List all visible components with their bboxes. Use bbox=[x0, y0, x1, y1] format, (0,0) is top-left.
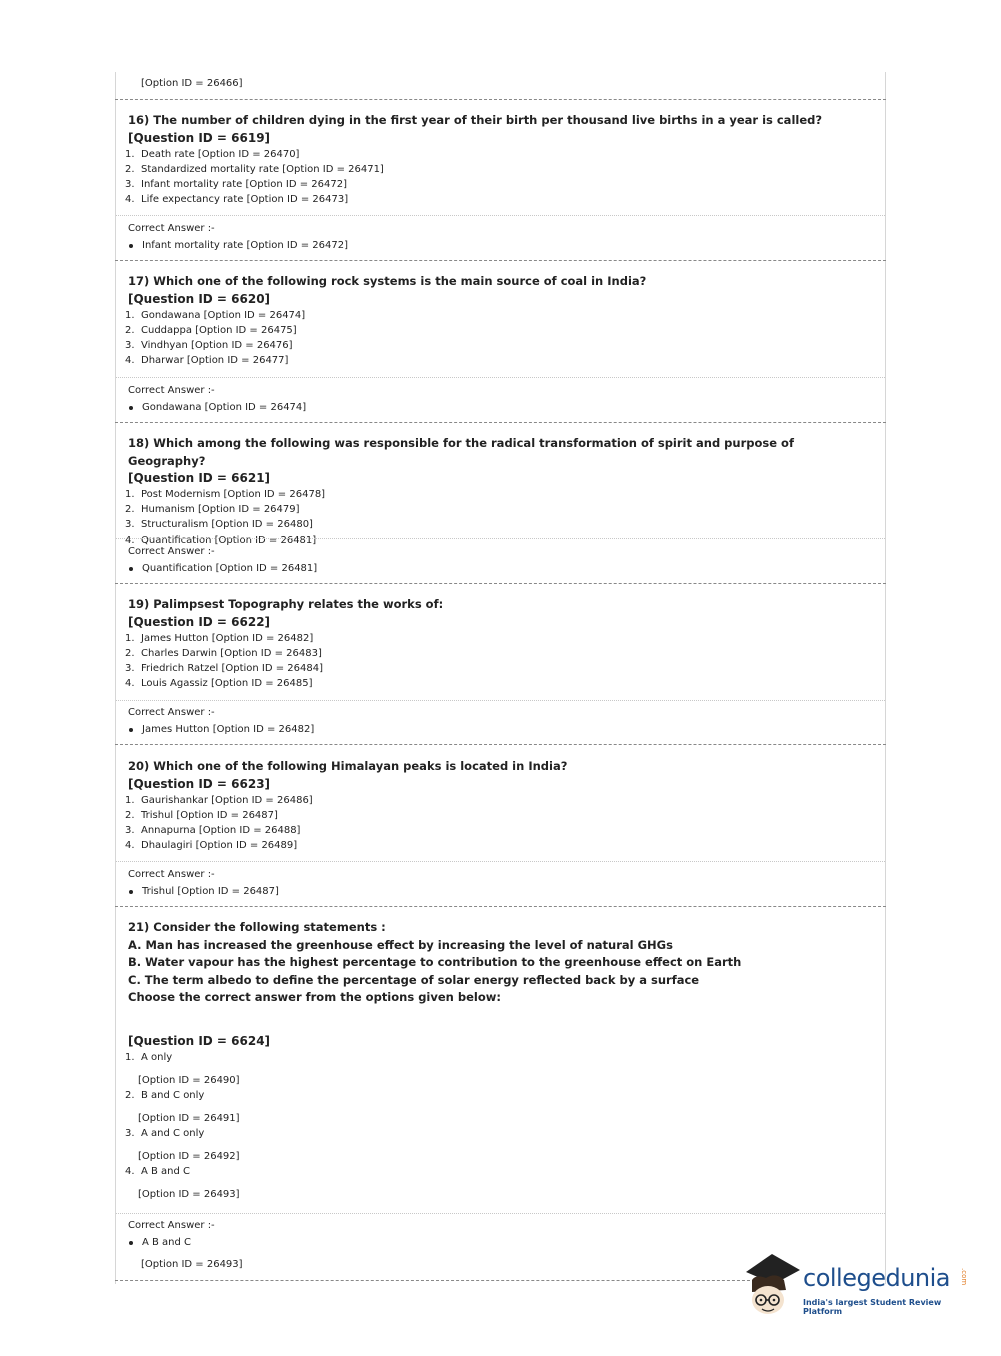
correct-answer: Quantification [Option ID = 26481] bbox=[128, 562, 868, 576]
option: 2. Charles Darwin [Option ID = 26483] bbox=[125, 647, 322, 659]
question-text: 21) Consider the following statements : bbox=[128, 920, 386, 934]
question-text: 19) Palimpsest Topography relates the works of: bbox=[128, 597, 444, 611]
correct-answer-19 bbox=[128, 706, 868, 737]
divider bbox=[115, 260, 886, 261]
option: 2. Standardized mortality rate [Option ID = 26471] bbox=[125, 163, 384, 175]
correct-answer: James Hutton [Option ID = 26482] bbox=[128, 723, 868, 737]
option: 1. Gaurishankar [Option ID = 26486] bbox=[125, 794, 313, 806]
divider bbox=[115, 744, 886, 745]
divider bbox=[115, 422, 886, 423]
options-list bbox=[125, 147, 868, 208]
option: 4. Quantification [Option ID = 26481] bbox=[125, 534, 317, 546]
option: 1. Post Modernism [Option ID = 26478] bbox=[125, 489, 326, 500]
question-text: 20) Which one of the following Himalayan peaks is located in India? bbox=[128, 759, 568, 773]
question-20 bbox=[125, 758, 868, 853]
option: 4. Dharwar [Option ID = 26477] bbox=[125, 355, 289, 367]
correct-answer-18 bbox=[128, 545, 868, 576]
question-18 bbox=[125, 435, 868, 548]
correct-answer-16 bbox=[128, 222, 868, 253]
option: 1. A only bbox=[125, 1052, 173, 1063]
collegedunia-logo bbox=[742, 1250, 972, 1320]
options-list bbox=[125, 631, 868, 692]
question-21-options bbox=[125, 1033, 868, 1202]
divider bbox=[115, 1280, 755, 1281]
option: 3. Structuralism [Option ID = 26480] bbox=[125, 519, 313, 531]
correct-answer-label: Correct Answer :- bbox=[128, 223, 215, 234]
correct-answer-20 bbox=[128, 868, 868, 899]
correct-answer-id: [Option ID = 26493] bbox=[141, 1259, 243, 1270]
correct-answer-label: Correct Answer :- bbox=[128, 707, 215, 718]
option: 3. A and C only bbox=[125, 1128, 205, 1139]
previous-option-id: [Option ID = 26466] bbox=[141, 78, 243, 89]
logo-com: .com bbox=[960, 1268, 968, 1286]
divider bbox=[116, 1213, 885, 1214]
question-text: 18) Which among the following was responsible for the radical transformation of spirit and purpose of Geography? bbox=[128, 436, 794, 468]
question-19 bbox=[125, 596, 868, 691]
divider bbox=[115, 583, 886, 584]
question-id: [Question ID = 6622] bbox=[128, 614, 271, 629]
options-list bbox=[125, 1050, 868, 1202]
mascot-icon bbox=[742, 1250, 804, 1320]
question-text: 16) The number of children dying in the first year of their birth per thousand live births in a year is called? bbox=[128, 113, 823, 127]
bullet-icon bbox=[129, 244, 133, 248]
correct-answer: Trishul [Option ID = 26487] bbox=[128, 885, 868, 899]
divider bbox=[115, 906, 886, 907]
bullet-icon bbox=[129, 890, 133, 894]
divider bbox=[115, 99, 886, 100]
option: 3. Friedrich Ratzel [Option ID = 26484] bbox=[125, 662, 324, 674]
question-id: [Question ID = 6623] bbox=[128, 776, 271, 791]
logo-wordmark: collegedunia bbox=[803, 1264, 951, 1292]
options-list bbox=[125, 793, 868, 854]
option: 2. Humanism [Option ID = 26479] bbox=[125, 504, 300, 516]
option-id: [Option ID = 26490] bbox=[138, 1074, 240, 1086]
bullet-icon bbox=[129, 567, 133, 571]
statement-a: A. Man has increased the greenhouse effect by increasing the level of natural GHGs bbox=[128, 937, 673, 952]
option: 3. Vindhyan [Option ID = 26476] bbox=[125, 339, 293, 351]
question-text: 17) Which one of the following rock systems is the main source of coal in India? bbox=[128, 274, 647, 288]
bullet-icon bbox=[129, 406, 133, 410]
divider bbox=[116, 538, 885, 539]
correct-answer-label: Correct Answer :- bbox=[128, 869, 215, 880]
question-id: [Question ID = 6619] bbox=[128, 130, 271, 145]
divider bbox=[116, 215, 885, 216]
divider bbox=[116, 377, 885, 378]
option: 4. Life expectancy rate [Option ID = 26473] bbox=[125, 194, 349, 206]
question-16 bbox=[125, 112, 868, 207]
option: 2. B and C only bbox=[125, 1090, 205, 1101]
option: 3. Infant mortality rate [Option ID = 26472] bbox=[125, 178, 348, 190]
option: 2. Trishul [Option ID = 26487] bbox=[125, 809, 278, 821]
options-list bbox=[125, 308, 868, 369]
option-id: [Option ID = 26492] bbox=[138, 1150, 240, 1162]
question-id: [Question ID = 6620] bbox=[128, 291, 271, 306]
correct-answer-label: Correct Answer :- bbox=[128, 546, 215, 557]
option: 1. Gondawana [Option ID = 26474] bbox=[125, 309, 306, 321]
option: 3. Annapurna [Option ID = 26488] bbox=[125, 824, 301, 836]
option-id: [Option ID = 26493] bbox=[138, 1188, 240, 1200]
statement-b: B. Water vapour has the highest percentage to contribution to the greenhouse effect on Earth bbox=[128, 955, 742, 970]
correct-answer-17 bbox=[128, 384, 868, 415]
option: 1. James Hutton [Option ID = 26482] bbox=[125, 632, 314, 644]
divider bbox=[116, 700, 885, 701]
correct-answer: Gondawana [Option ID = 26474] bbox=[128, 401, 868, 415]
option: 1. Death rate [Option ID = 26470] bbox=[125, 148, 300, 160]
instruction: Choose the correct answer from the options given below: bbox=[128, 990, 501, 1005]
correct-answer-label: Correct Answer :- bbox=[128, 1220, 215, 1231]
question-21 bbox=[128, 919, 868, 1007]
option: 2. Cuddappa [Option ID = 26475] bbox=[125, 324, 297, 336]
question-17 bbox=[125, 273, 868, 368]
question-id: [Question ID = 6621] bbox=[128, 471, 271, 485]
logo-tagline: India's largest Student Review Platform bbox=[803, 1298, 942, 1316]
bullet-icon bbox=[129, 728, 133, 732]
option: 4. Louis Agassiz [Option ID = 26485] bbox=[125, 678, 313, 690]
statement-c: C. The term albedo to define the percentage of solar energy reflected back by a surface bbox=[128, 972, 700, 987]
option-id: [Option ID = 26491] bbox=[138, 1112, 240, 1124]
option: 4. A B and C bbox=[125, 1166, 191, 1177]
bullet-icon bbox=[129, 1241, 133, 1245]
question-id: [Question ID = 6624] bbox=[128, 1034, 271, 1048]
correct-answer-label: Correct Answer :- bbox=[128, 385, 215, 396]
divider bbox=[116, 861, 885, 862]
option: 4. Dhaulagiri [Option ID = 26489] bbox=[125, 840, 298, 852]
correct-answer: A B and C bbox=[128, 1236, 868, 1250]
correct-answer: Infant mortality rate [Option ID = 26472] bbox=[128, 239, 868, 253]
